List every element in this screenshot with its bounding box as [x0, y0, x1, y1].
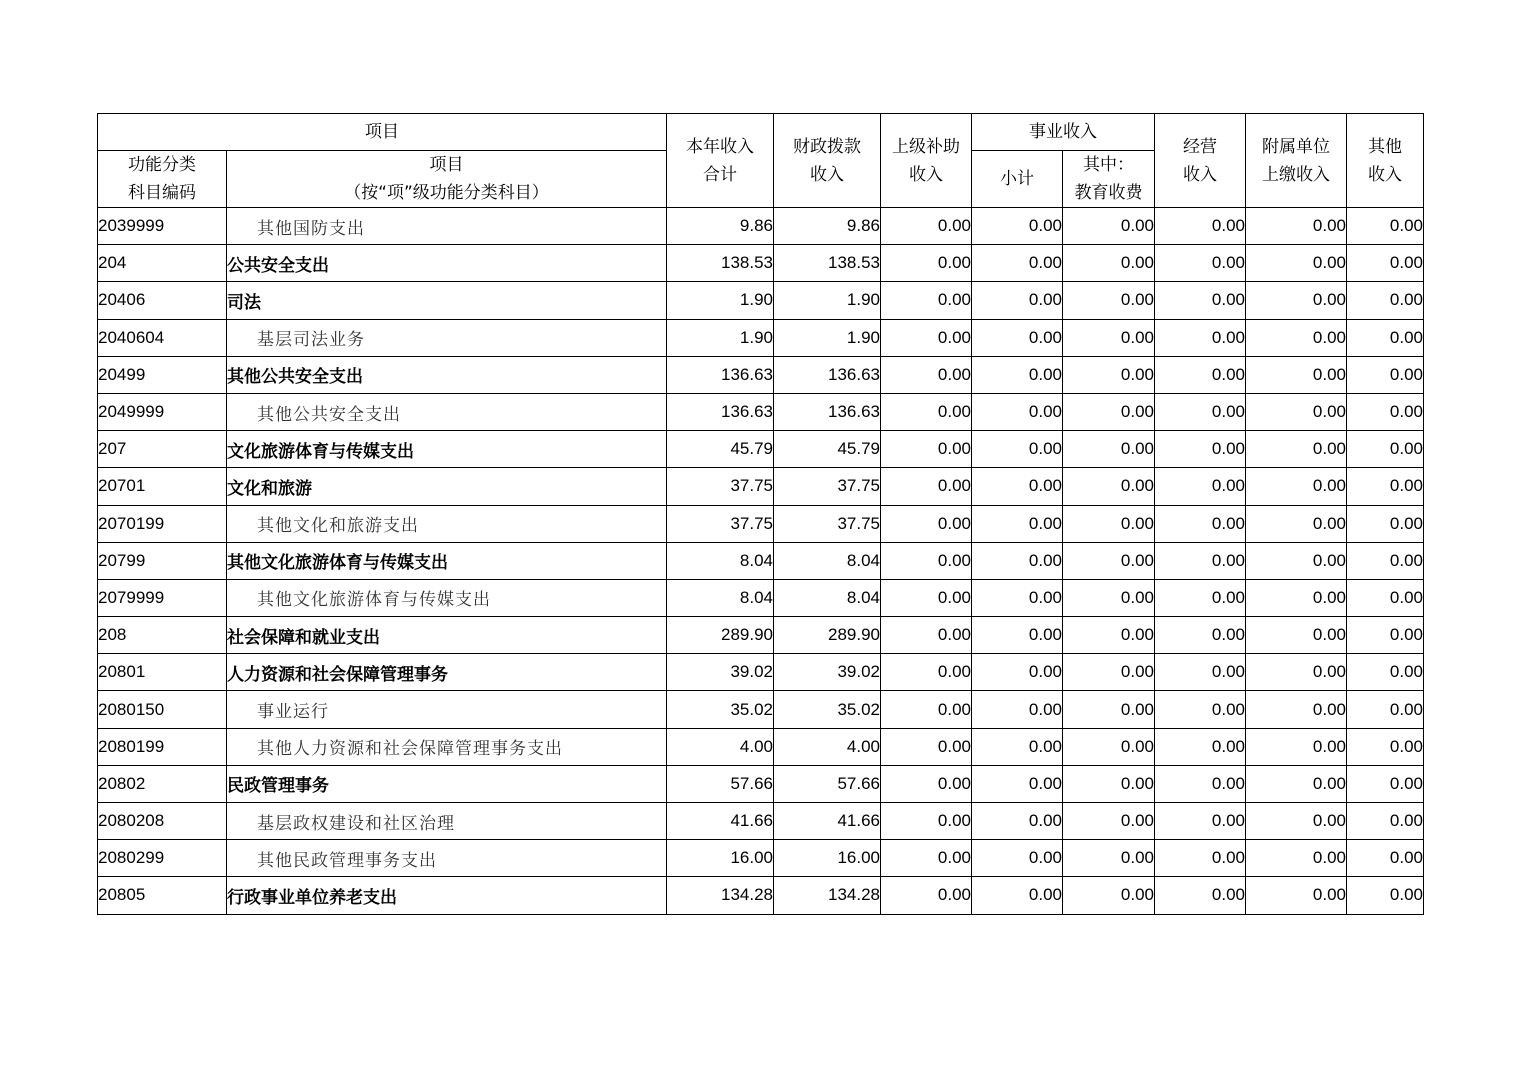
row-value: 0.00 [1063, 208, 1155, 245]
row-value: 0.00 [1347, 393, 1424, 430]
row-value: 8.04 [774, 542, 881, 579]
row-value: 16.00 [667, 840, 774, 877]
row-value: 0.00 [1155, 208, 1246, 245]
table-header [98, 114, 1424, 208]
row-value: 0.00 [1063, 579, 1155, 616]
row-value: 0.00 [1347, 431, 1424, 468]
row-code: 20802 [98, 765, 227, 802]
row-name: 公共安全支出 [227, 245, 667, 282]
row-value: 0.00 [1155, 356, 1246, 393]
row-value: 0.00 [1246, 579, 1347, 616]
row-value: 45.79 [667, 431, 774, 468]
row-value: 57.66 [667, 765, 774, 802]
row-code: 20701 [98, 468, 227, 505]
row-value: 0.00 [881, 542, 972, 579]
row-value: 0.00 [881, 319, 972, 356]
row-value: 0.00 [881, 617, 972, 654]
row-name: 其他人力资源和社会保障管理事务支出 [227, 728, 667, 765]
row-value: 0.00 [1063, 245, 1155, 282]
row-name: 其他公共安全支出 [227, 393, 667, 430]
table-row [98, 208, 1424, 245]
row-value: 0.00 [972, 208, 1063, 245]
row-value: 0.00 [881, 579, 972, 616]
row-value: 0.00 [1155, 840, 1246, 877]
table-row [98, 356, 1424, 393]
row-value: 0.00 [972, 319, 1063, 356]
row-value: 16.00 [774, 840, 881, 877]
row-value: 0.00 [1063, 542, 1155, 579]
row-value: 0.00 [1347, 208, 1424, 245]
row-value: 136.63 [667, 356, 774, 393]
row-value: 289.90 [667, 617, 774, 654]
header-name: 项目 （按“项”级功能分类科目） [227, 151, 667, 208]
row-code: 204 [98, 245, 227, 282]
row-value: 0.00 [972, 245, 1063, 282]
row-value: 0.00 [1063, 728, 1155, 765]
row-code: 2080199 [98, 728, 227, 765]
row-value: 0.00 [1347, 840, 1424, 877]
row-value: 0.00 [1246, 319, 1347, 356]
row-value: 0.00 [1155, 319, 1246, 356]
row-value: 0.00 [1246, 877, 1347, 914]
row-code: 207 [98, 431, 227, 468]
row-value: 0.00 [1155, 654, 1246, 691]
row-value: 0.00 [972, 654, 1063, 691]
table-row [98, 728, 1424, 765]
row-value: 0.00 [972, 579, 1063, 616]
row-value: 0.00 [1246, 542, 1347, 579]
row-value: 0.00 [1347, 579, 1424, 616]
row-value: 0.00 [1246, 505, 1347, 542]
row-value: 0.00 [1063, 356, 1155, 393]
table-row [98, 654, 1424, 691]
header-business-income: 事业收入 [972, 114, 1155, 151]
row-value: 0.00 [1063, 468, 1155, 505]
row-value: 8.04 [667, 542, 774, 579]
row-value: 0.00 [1155, 468, 1246, 505]
row-value: 138.53 [667, 245, 774, 282]
row-value: 0.00 [1246, 654, 1347, 691]
row-value: 0.00 [881, 877, 972, 914]
row-code: 2079999 [98, 579, 227, 616]
row-value: 0.00 [1347, 654, 1424, 691]
header-code: 功能分类 科目编码 [98, 151, 227, 208]
table-row [98, 393, 1424, 430]
row-value: 41.66 [667, 803, 774, 840]
table-row [98, 691, 1424, 728]
row-value: 0.00 [881, 245, 972, 282]
table-row [98, 505, 1424, 542]
table-row [98, 803, 1424, 840]
row-value: 0.00 [1155, 282, 1246, 319]
row-name: 其他民政管理事务支出 [227, 840, 667, 877]
row-value: 0.00 [1063, 654, 1155, 691]
row-value: 37.75 [774, 505, 881, 542]
row-value: 0.00 [881, 654, 972, 691]
row-value: 0.00 [1063, 282, 1155, 319]
row-value: 0.00 [1246, 617, 1347, 654]
row-code: 20799 [98, 542, 227, 579]
header-subsidy: 上级补助 收入 [881, 114, 972, 208]
row-value: 0.00 [881, 728, 972, 765]
header-total: 本年收入 合计 [667, 114, 774, 208]
row-value: 1.90 [667, 282, 774, 319]
row-value: 0.00 [1155, 877, 1246, 914]
row-value: 0.00 [1347, 728, 1424, 765]
row-value: 41.66 [774, 803, 881, 840]
row-value: 0.00 [881, 840, 972, 877]
row-name: 民政管理事务 [227, 765, 667, 802]
row-code: 2049999 [98, 393, 227, 430]
row-value: 0.00 [1155, 617, 1246, 654]
row-value: 0.00 [1347, 765, 1424, 802]
header-item: 项目 [98, 114, 667, 151]
row-value: 0.00 [881, 431, 972, 468]
row-value: 0.00 [972, 282, 1063, 319]
row-value: 0.00 [1347, 505, 1424, 542]
row-value: 0.00 [881, 468, 972, 505]
row-code: 2039999 [98, 208, 227, 245]
row-value: 0.00 [1155, 542, 1246, 579]
row-name: 其他文化和旅游支出 [227, 505, 667, 542]
row-value: 0.00 [1063, 319, 1155, 356]
row-value: 136.63 [667, 393, 774, 430]
row-value: 134.28 [774, 877, 881, 914]
row-value: 0.00 [1246, 803, 1347, 840]
row-value: 0.00 [1246, 691, 1347, 728]
header-affiliated: 附属单位 上缴收入 [1246, 114, 1347, 208]
row-value: 0.00 [972, 468, 1063, 505]
table-row [98, 468, 1424, 505]
income-budget-table [97, 113, 1424, 915]
row-value: 35.02 [667, 691, 774, 728]
row-value: 0.00 [1347, 468, 1424, 505]
row-code: 20499 [98, 356, 227, 393]
table-row [98, 319, 1424, 356]
row-value: 37.75 [774, 468, 881, 505]
row-value: 0.00 [881, 356, 972, 393]
table-row [98, 579, 1424, 616]
row-code: 2080150 [98, 691, 227, 728]
row-value: 0.00 [1347, 803, 1424, 840]
row-value: 8.04 [667, 579, 774, 616]
row-name: 基层司法业务 [227, 319, 667, 356]
row-value: 0.00 [972, 356, 1063, 393]
table-row [98, 245, 1424, 282]
row-value: 0.00 [1155, 691, 1246, 728]
row-name: 事业运行 [227, 691, 667, 728]
row-value: 0.00 [1347, 542, 1424, 579]
row-value: 45.79 [774, 431, 881, 468]
row-value: 0.00 [1155, 393, 1246, 430]
table-row [98, 542, 1424, 579]
row-code: 208 [98, 617, 227, 654]
row-value: 0.00 [972, 393, 1063, 430]
row-value: 0.00 [1063, 505, 1155, 542]
row-value: 1.90 [774, 282, 881, 319]
row-value: 0.00 [1063, 431, 1155, 468]
row-value: 0.00 [1246, 728, 1347, 765]
row-value: 289.90 [774, 617, 881, 654]
table-row [98, 765, 1424, 802]
row-value: 0.00 [972, 431, 1063, 468]
row-code: 20805 [98, 877, 227, 914]
row-code: 2040604 [98, 319, 227, 356]
row-value: 0.00 [1246, 356, 1347, 393]
row-value: 136.63 [774, 393, 881, 430]
row-value: 57.66 [774, 765, 881, 802]
table-row [98, 282, 1424, 319]
row-value: 0.00 [881, 803, 972, 840]
row-value: 0.00 [1246, 840, 1347, 877]
row-name: 其他国防支出 [227, 208, 667, 245]
header-fiscal: 财政拨款 收入 [774, 114, 881, 208]
row-code: 2080299 [98, 840, 227, 877]
row-value: 0.00 [972, 803, 1063, 840]
row-value: 0.00 [1063, 877, 1155, 914]
row-code: 20406 [98, 282, 227, 319]
row-value: 0.00 [972, 542, 1063, 579]
row-name: 其他文化旅游体育与传媒支出 [227, 579, 667, 616]
row-value: 0.00 [972, 728, 1063, 765]
header-operating: 经营 收入 [1155, 114, 1246, 208]
header-subtotal: 小计 [972, 151, 1063, 208]
row-value: 0.00 [1347, 356, 1424, 393]
table-body [98, 208, 1424, 915]
row-value: 0.00 [1155, 728, 1246, 765]
row-value: 0.00 [1063, 840, 1155, 877]
row-value: 39.02 [667, 654, 774, 691]
row-value: 37.75 [667, 468, 774, 505]
row-value: 0.00 [1063, 691, 1155, 728]
row-value: 0.00 [1155, 765, 1246, 802]
row-name: 文化和旅游 [227, 468, 667, 505]
row-value: 0.00 [1155, 803, 1246, 840]
row-value: 0.00 [1246, 245, 1347, 282]
row-value: 0.00 [1347, 282, 1424, 319]
row-name: 人力资源和社会保障管理事务 [227, 654, 667, 691]
row-value: 0.00 [1347, 877, 1424, 914]
row-code: 2070199 [98, 505, 227, 542]
header-edu-fee: 其中： 教育收费 [1063, 151, 1155, 208]
row-value: 4.00 [667, 728, 774, 765]
row-value: 0.00 [881, 282, 972, 319]
row-value: 0.00 [972, 505, 1063, 542]
row-value: 0.00 [1246, 393, 1347, 430]
row-value: 0.00 [881, 765, 972, 802]
row-value: 0.00 [1347, 319, 1424, 356]
row-value: 8.04 [774, 579, 881, 616]
row-value: 0.00 [972, 877, 1063, 914]
row-value: 134.28 [667, 877, 774, 914]
row-value: 0.00 [881, 691, 972, 728]
row-value: 9.86 [774, 208, 881, 245]
row-value: 0.00 [1063, 803, 1155, 840]
row-value: 35.02 [774, 691, 881, 728]
row-value: 0.00 [972, 765, 1063, 802]
row-value: 138.53 [774, 245, 881, 282]
row-name: 其他公共安全支出 [227, 356, 667, 393]
row-value: 0.00 [1246, 765, 1347, 802]
row-value: 0.00 [881, 393, 972, 430]
row-name: 社会保障和就业支出 [227, 617, 667, 654]
row-name: 其他文化旅游体育与传媒支出 [227, 542, 667, 579]
row-name: 基层政权建设和社区治理 [227, 803, 667, 840]
row-value: 1.90 [667, 319, 774, 356]
row-value: 0.00 [881, 208, 972, 245]
header-other: 其他 收入 [1347, 114, 1424, 208]
row-value: 136.63 [774, 356, 881, 393]
row-value: 0.00 [1063, 765, 1155, 802]
row-value: 0.00 [1246, 282, 1347, 319]
row-value: 0.00 [972, 840, 1063, 877]
row-value: 0.00 [1063, 617, 1155, 654]
row-value: 0.00 [1155, 505, 1246, 542]
row-value: 37.75 [667, 505, 774, 542]
row-value: 0.00 [1246, 468, 1347, 505]
table-row [98, 840, 1424, 877]
row-value: 9.86 [667, 208, 774, 245]
row-value: 0.00 [1246, 431, 1347, 468]
row-code: 20801 [98, 654, 227, 691]
row-code: 2080208 [98, 803, 227, 840]
row-value: 1.90 [774, 319, 881, 356]
row-value: 0.00 [881, 505, 972, 542]
row-value: 0.00 [1155, 245, 1246, 282]
row-value: 0.00 [1155, 431, 1246, 468]
row-value: 0.00 [972, 691, 1063, 728]
table-row [98, 617, 1424, 654]
row-value: 0.00 [972, 617, 1063, 654]
table-row [98, 877, 1424, 914]
row-name: 文化旅游体育与传媒支出 [227, 431, 667, 468]
row-value: 0.00 [1347, 245, 1424, 282]
row-value: 0.00 [1347, 691, 1424, 728]
row-value: 0.00 [1155, 579, 1246, 616]
row-value: 0.00 [1063, 393, 1155, 430]
row-value: 39.02 [774, 654, 881, 691]
row-value: 0.00 [1246, 208, 1347, 245]
table-row [98, 431, 1424, 468]
row-value: 4.00 [774, 728, 881, 765]
row-name: 司法 [227, 282, 667, 319]
row-value: 0.00 [1347, 617, 1424, 654]
row-name: 行政事业单位养老支出 [227, 877, 667, 914]
